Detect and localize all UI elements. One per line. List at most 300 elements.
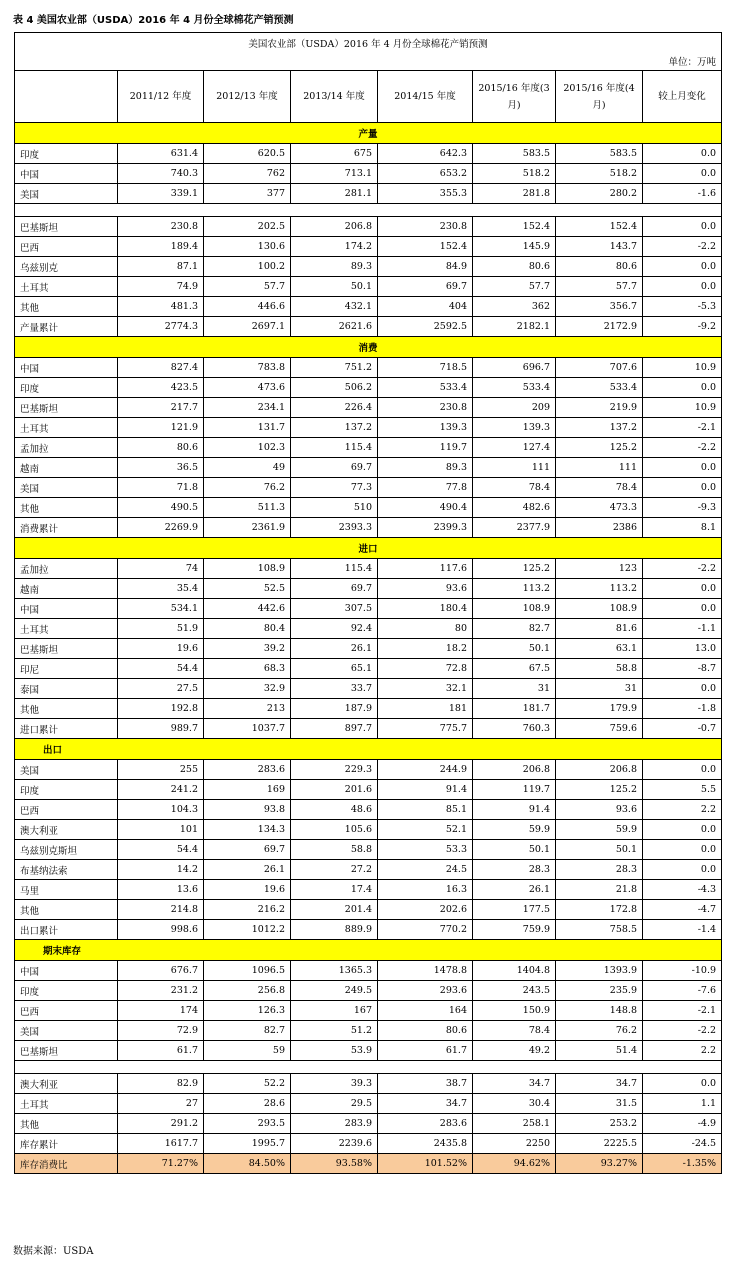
value-cell: 518.2 (556, 164, 643, 184)
spacer-cell (15, 204, 722, 217)
value-cell: 111 (473, 458, 556, 478)
value-cell: 59.9 (473, 820, 556, 840)
row-label: 中国 (15, 961, 118, 981)
value-cell: 473.6 (204, 378, 291, 398)
value-cell: 511.3 (204, 498, 291, 518)
row-label: 土耳其 (15, 418, 118, 438)
value-cell: 2377.9 (473, 518, 556, 538)
table-row (15, 257, 722, 277)
value-cell: 1617.7 (118, 1134, 204, 1154)
value-cell: 533.4 (473, 378, 556, 398)
row-label: 乌兹别克 (15, 257, 118, 277)
value-cell: 187.9 (291, 699, 378, 719)
row-label: 孟加拉 (15, 438, 118, 458)
value-cell: 119.7 (378, 438, 473, 458)
value-cell: 93.58% (291, 1154, 378, 1174)
value-cell: 827.4 (118, 358, 204, 378)
value-cell: 38.7 (378, 1074, 473, 1094)
value-cell: 998.6 (118, 920, 204, 940)
table-row (15, 498, 722, 518)
value-cell: 123 (556, 559, 643, 579)
value-cell: 125.2 (556, 780, 643, 800)
value-cell: 105.6 (291, 820, 378, 840)
value-cell: 59 (204, 1041, 291, 1061)
value-cell: 50.1 (291, 277, 378, 297)
value-cell: 89.3 (378, 458, 473, 478)
value-cell: 0.0 (643, 164, 722, 184)
value-cell: 113.2 (473, 579, 556, 599)
row-label: 土耳其 (15, 277, 118, 297)
value-cell: 102.3 (204, 438, 291, 458)
row-label: 印度 (15, 378, 118, 398)
value-cell: -1.1 (643, 619, 722, 639)
table-row (15, 277, 722, 297)
value-cell: 71.27% (118, 1154, 204, 1174)
table-row (15, 217, 722, 237)
value-cell: 0.0 (643, 599, 722, 619)
value-cell: 676.7 (118, 961, 204, 981)
value-cell: 293.5 (204, 1114, 291, 1134)
value-cell: 356.7 (556, 297, 643, 317)
value-cell: 68.3 (204, 659, 291, 679)
value-cell: 283.6 (204, 760, 291, 780)
value-cell: 13.0 (643, 639, 722, 659)
value-cell: -0.7 (643, 719, 722, 739)
table-row (15, 800, 722, 820)
spacer-cell (15, 1061, 722, 1074)
row-label: 消费累计 (15, 518, 118, 538)
value-cell: 783.8 (204, 358, 291, 378)
value-cell: 35.4 (118, 579, 204, 599)
table-row (15, 559, 722, 579)
value-cell: 5.5 (643, 780, 722, 800)
value-cell: -1.8 (643, 699, 722, 719)
value-cell: 740.3 (118, 164, 204, 184)
table-row (15, 981, 722, 1001)
row-label: 美国 (15, 760, 118, 780)
value-cell: 2239.6 (291, 1134, 378, 1154)
row-label: 澳大利亚 (15, 1074, 118, 1094)
value-cell: 39.2 (204, 639, 291, 659)
table-row (15, 659, 722, 679)
table-row (15, 1094, 722, 1114)
value-cell: 482.6 (473, 498, 556, 518)
value-cell: 50.1 (473, 840, 556, 860)
value-cell: 1995.7 (204, 1134, 291, 1154)
row-label: 美国 (15, 1021, 118, 1041)
value-cell: 94.62% (473, 1154, 556, 1174)
row-label: 巴基斯坦 (15, 398, 118, 418)
value-cell: 174.2 (291, 237, 378, 257)
value-cell: 241.2 (118, 780, 204, 800)
value-cell: 202.5 (204, 217, 291, 237)
value-cell: 137.2 (291, 418, 378, 438)
data-source-note: 数据来源：USDA (13, 1246, 94, 1257)
value-cell: 49 (204, 458, 291, 478)
value-cell: 2.2 (643, 800, 722, 820)
row-label: 巴基斯坦 (15, 639, 118, 659)
column-header: 较上月变化 (643, 71, 722, 123)
table-row (15, 920, 722, 940)
value-cell: 131.7 (204, 418, 291, 438)
value-cell: 1478.8 (378, 961, 473, 981)
value-cell: 534.1 (118, 599, 204, 619)
table-row (15, 237, 722, 257)
value-cell: 28.3 (473, 860, 556, 880)
value-cell: 10.9 (643, 398, 722, 418)
value-cell: 167 (291, 1001, 378, 1021)
row-label: 越南 (15, 458, 118, 478)
value-cell: 281.1 (291, 184, 378, 204)
value-cell: 762 (204, 164, 291, 184)
value-cell: 69.7 (291, 458, 378, 478)
value-cell: 50.1 (473, 639, 556, 659)
table-title-row (15, 33, 722, 53)
value-cell: 283.6 (378, 1114, 473, 1134)
row-label: 进口累计 (15, 719, 118, 739)
table-caption: 表 4 美国农业部（USDA）2016 年 4 月份全球棉花产销预测 (13, 15, 294, 26)
value-cell: 2225.5 (556, 1134, 643, 1154)
value-cell: 19.6 (204, 880, 291, 900)
value-cell: 82.7 (204, 1021, 291, 1041)
column-header: 2011/12 年度 (118, 71, 204, 123)
value-cell: 281.8 (473, 184, 556, 204)
value-cell: 36.5 (118, 458, 204, 478)
value-cell: 280.2 (556, 184, 643, 204)
value-cell: 404 (378, 297, 473, 317)
value-cell: 2592.5 (378, 317, 473, 337)
value-cell: 117.6 (378, 559, 473, 579)
value-cell: 291.2 (118, 1114, 204, 1134)
value-cell: 28.6 (204, 1094, 291, 1114)
value-cell: 2399.3 (378, 518, 473, 538)
value-cell: -2.1 (643, 418, 722, 438)
value-cell: 230.8 (118, 217, 204, 237)
value-cell: 442.6 (204, 599, 291, 619)
value-cell: 2361.9 (204, 518, 291, 538)
row-label: 中国 (15, 599, 118, 619)
row-label: 乌兹别克斯坦 (15, 840, 118, 860)
value-cell: 119.7 (473, 780, 556, 800)
value-cell: 71.8 (118, 478, 204, 498)
value-cell: 28.3 (556, 860, 643, 880)
value-cell: 490.4 (378, 498, 473, 518)
value-cell: 85.1 (378, 800, 473, 820)
table-row (15, 418, 722, 438)
row-label: 印度 (15, 780, 118, 800)
value-cell: 518.2 (473, 164, 556, 184)
value-cell: -8.7 (643, 659, 722, 679)
row-label: 印尼 (15, 659, 118, 679)
value-cell: 253.2 (556, 1114, 643, 1134)
value-cell: 181 (378, 699, 473, 719)
value-cell: -9.3 (643, 498, 722, 518)
value-cell: 180.4 (378, 599, 473, 619)
row-label: 印度 (15, 981, 118, 1001)
row-label: 巴西 (15, 237, 118, 257)
value-cell: 2621.6 (291, 317, 378, 337)
value-cell: 91.4 (473, 800, 556, 820)
value-cell: 0.0 (643, 458, 722, 478)
value-cell: 53.3 (378, 840, 473, 860)
table-row (15, 317, 722, 337)
value-cell: 217.7 (118, 398, 204, 418)
value-cell: 2697.1 (204, 317, 291, 337)
table-row (15, 961, 722, 981)
value-cell: 206.8 (473, 760, 556, 780)
table-row (15, 699, 722, 719)
value-cell: 92.4 (291, 619, 378, 639)
value-cell: -4.9 (643, 1114, 722, 1134)
value-cell: 101.52% (378, 1154, 473, 1174)
value-cell: 152.4 (378, 237, 473, 257)
value-cell: 139.3 (378, 418, 473, 438)
value-cell: 202.6 (378, 900, 473, 920)
value-cell: 244.9 (378, 760, 473, 780)
value-cell: 69.7 (378, 277, 473, 297)
value-cell: 16.3 (378, 880, 473, 900)
row-label: 泰国 (15, 679, 118, 699)
value-cell: 58.8 (556, 659, 643, 679)
value-cell: 84.50% (204, 1154, 291, 1174)
value-cell: 54.4 (118, 659, 204, 679)
column-header: 2015/16 年度(4月) (556, 71, 643, 123)
table-row (15, 398, 722, 418)
value-cell: 226.4 (291, 398, 378, 418)
value-cell: 111 (556, 458, 643, 478)
value-cell: -4.3 (643, 880, 722, 900)
value-cell: 177.5 (473, 900, 556, 920)
section-title: 期末库存 (15, 940, 722, 961)
value-cell: 283.9 (291, 1114, 378, 1134)
value-cell: 76.2 (556, 1021, 643, 1041)
value-cell: -5.3 (643, 297, 722, 317)
value-cell: 2774.3 (118, 317, 204, 337)
row-label: 美国 (15, 184, 118, 204)
row-label: 其他 (15, 297, 118, 317)
value-cell: 423.5 (118, 378, 204, 398)
value-cell: 63.1 (556, 639, 643, 659)
table-row (15, 518, 722, 538)
row-label: 其他 (15, 900, 118, 920)
value-cell: 510 (291, 498, 378, 518)
value-cell: 80 (378, 619, 473, 639)
value-cell: 67.5 (473, 659, 556, 679)
value-cell: 34.7 (378, 1094, 473, 1114)
value-cell: 897.7 (291, 719, 378, 739)
value-cell: 209 (473, 398, 556, 418)
value-cell: 84.9 (378, 257, 473, 277)
value-cell: 51.2 (291, 1021, 378, 1041)
value-cell: 13.6 (118, 880, 204, 900)
section-header-row (15, 123, 722, 144)
value-cell: 2182.1 (473, 317, 556, 337)
spacer-row (15, 1061, 722, 1074)
value-cell: 0.0 (643, 217, 722, 237)
value-cell: 152.4 (556, 217, 643, 237)
ratio-row (15, 1154, 722, 1174)
value-cell: -2.2 (643, 1021, 722, 1041)
column-header: 2012/13 年度 (204, 71, 291, 123)
table-row (15, 599, 722, 619)
row-label: 产量累计 (15, 317, 118, 337)
value-cell: 1037.7 (204, 719, 291, 739)
row-label: 巴基斯坦 (15, 1041, 118, 1061)
row-label: 美国 (15, 478, 118, 498)
value-cell: 72.8 (378, 659, 473, 679)
value-cell: 78.4 (556, 478, 643, 498)
value-cell: 125.2 (556, 438, 643, 458)
value-cell: 2.2 (643, 1041, 722, 1061)
row-label: 库存累计 (15, 1134, 118, 1154)
value-cell: 130.6 (204, 237, 291, 257)
value-cell: 0.0 (643, 860, 722, 880)
value-cell: 219.9 (556, 398, 643, 418)
value-cell: 74.9 (118, 277, 204, 297)
row-label: 库存消费比 (15, 1154, 118, 1174)
value-cell: 234.1 (204, 398, 291, 418)
section-title: 产量 (15, 123, 722, 144)
value-cell: 80.6 (473, 257, 556, 277)
column-header: 2013/14 年度 (291, 71, 378, 123)
header-blank (15, 71, 118, 123)
table-row (15, 378, 722, 398)
value-cell: 707.6 (556, 358, 643, 378)
value-cell: 206.8 (291, 217, 378, 237)
value-cell: 81.6 (556, 619, 643, 639)
table-row (15, 860, 722, 880)
value-cell: 80.6 (556, 257, 643, 277)
value-cell: 104.3 (118, 800, 204, 820)
value-cell: 61.7 (378, 1041, 473, 1061)
value-cell: 100.2 (204, 257, 291, 277)
value-cell: 235.9 (556, 981, 643, 1001)
table-row (15, 438, 722, 458)
section-title: 进口 (15, 538, 722, 559)
value-cell: 760.3 (473, 719, 556, 739)
table-row (15, 619, 722, 639)
value-cell: 620.5 (204, 144, 291, 164)
value-cell: 230.8 (378, 217, 473, 237)
value-cell: 307.5 (291, 599, 378, 619)
value-cell: 148.8 (556, 1001, 643, 1021)
row-label: 其他 (15, 699, 118, 719)
value-cell: 21.8 (556, 880, 643, 900)
value-cell: -1.6 (643, 184, 722, 204)
value-cell: 339.1 (118, 184, 204, 204)
value-cell: 127.4 (473, 438, 556, 458)
value-cell: 52.5 (204, 579, 291, 599)
value-cell: 31 (556, 679, 643, 699)
table-row (15, 840, 722, 860)
value-cell: 0.0 (643, 679, 722, 699)
spacer-row (15, 204, 722, 217)
value-cell: 32.1 (378, 679, 473, 699)
value-cell: 26.1 (291, 639, 378, 659)
value-cell: -4.7 (643, 900, 722, 920)
value-cell: 229.3 (291, 760, 378, 780)
value-cell: 213 (204, 699, 291, 719)
value-cell: 2435.8 (378, 1134, 473, 1154)
value-cell: 27.5 (118, 679, 204, 699)
table-row (15, 679, 722, 699)
value-cell: 2172.9 (556, 317, 643, 337)
value-cell: 143.7 (556, 237, 643, 257)
value-cell: 69.7 (204, 840, 291, 860)
row-label: 孟加拉 (15, 559, 118, 579)
value-cell: 27.2 (291, 860, 378, 880)
table-row (15, 1001, 722, 1021)
value-cell: 125.2 (473, 559, 556, 579)
table-row (15, 1021, 722, 1041)
table-row (15, 1114, 722, 1134)
value-cell: 74 (118, 559, 204, 579)
value-cell: -1.35% (643, 1154, 722, 1174)
value-cell: 751.2 (291, 358, 378, 378)
value-cell: -2.2 (643, 438, 722, 458)
value-cell: 93.6 (556, 800, 643, 820)
value-cell: 34.7 (556, 1074, 643, 1094)
value-cell: 87.1 (118, 257, 204, 277)
value-cell: 57.7 (473, 277, 556, 297)
value-cell: 113.2 (556, 579, 643, 599)
value-cell: 889.9 (291, 920, 378, 940)
value-cell: 255 (118, 760, 204, 780)
value-cell: 216.2 (204, 900, 291, 920)
value-cell: 30.4 (473, 1094, 556, 1114)
value-cell: 91.4 (378, 780, 473, 800)
value-cell: 82.7 (473, 619, 556, 639)
value-cell: 172.8 (556, 900, 643, 920)
table-row (15, 820, 722, 840)
value-cell: 78.4 (473, 1021, 556, 1041)
value-cell: 48.6 (291, 800, 378, 820)
row-label: 中国 (15, 358, 118, 378)
value-cell: 78.4 (473, 478, 556, 498)
table-row (15, 297, 722, 317)
value-cell: 52.2 (204, 1074, 291, 1094)
value-cell: 0.0 (643, 760, 722, 780)
table-row (15, 880, 722, 900)
value-cell: 446.6 (204, 297, 291, 317)
value-cell: 52.1 (378, 820, 473, 840)
value-cell: 54.4 (118, 840, 204, 860)
table-row (15, 900, 722, 920)
value-cell: 82.9 (118, 1074, 204, 1094)
value-cell: 770.2 (378, 920, 473, 940)
value-cell: 93.27% (556, 1154, 643, 1174)
value-cell: -2.2 (643, 559, 722, 579)
value-cell: 258.1 (473, 1114, 556, 1134)
value-cell: 31 (473, 679, 556, 699)
value-cell: 8.1 (643, 518, 722, 538)
table-row (15, 358, 722, 378)
value-cell: 256.8 (204, 981, 291, 1001)
unit-row (15, 53, 722, 71)
value-cell: 89.3 (291, 257, 378, 277)
value-cell: 50.1 (556, 840, 643, 860)
value-cell: 230.8 (378, 398, 473, 418)
value-cell: 758.5 (556, 920, 643, 940)
row-label: 越南 (15, 579, 118, 599)
value-cell: 57.7 (556, 277, 643, 297)
row-label: 出口累计 (15, 920, 118, 940)
value-cell: 1096.5 (204, 961, 291, 981)
value-cell: 80.6 (118, 438, 204, 458)
row-label: 澳大利亚 (15, 820, 118, 840)
value-cell: 27 (118, 1094, 204, 1114)
section-header-row (15, 739, 722, 760)
